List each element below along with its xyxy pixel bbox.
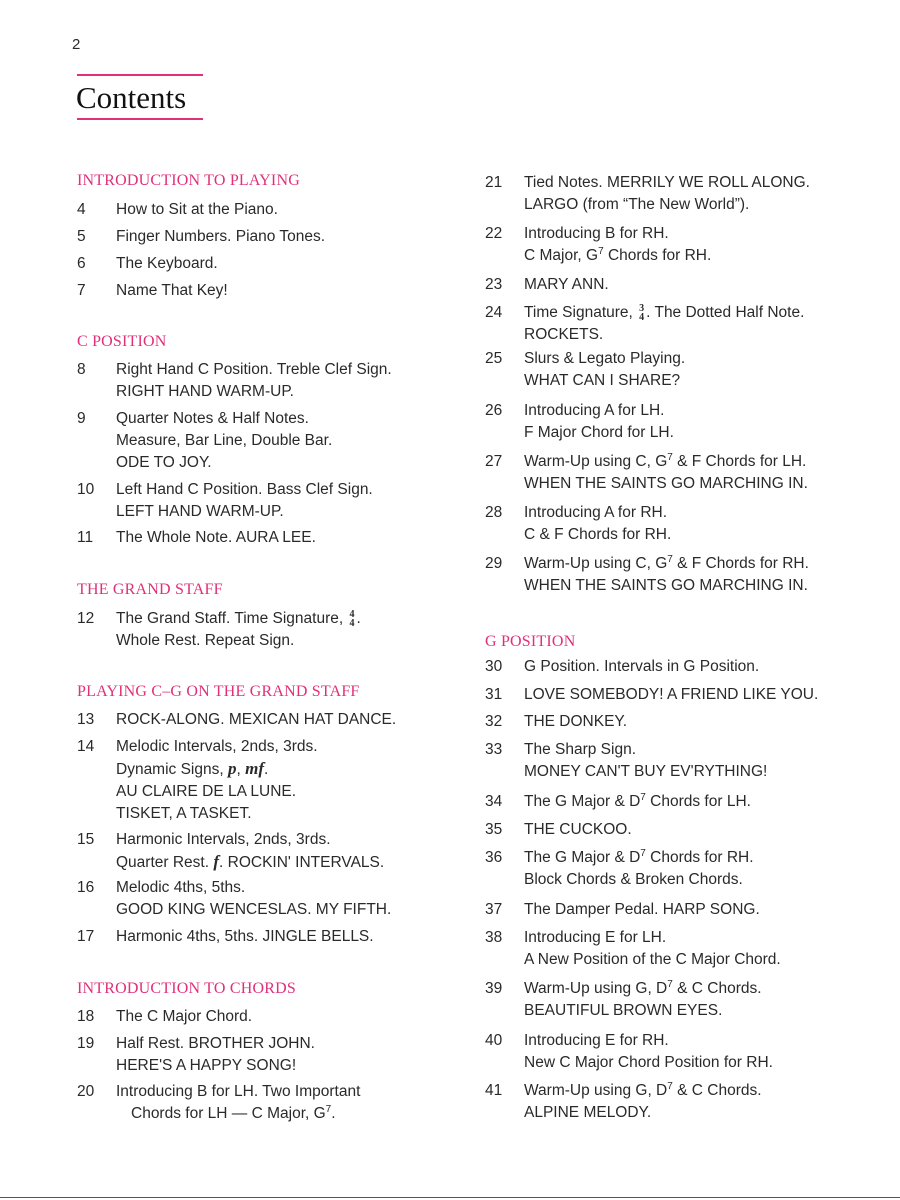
dynamic-mezzo-forte-symbol: mf	[245, 759, 264, 778]
dynamic-piano-symbol: p	[227, 759, 237, 778]
time-signature-top: 3	[639, 302, 645, 314]
page-title: Contents	[76, 80, 187, 115]
entry-line	[524, 302, 804, 324]
entry-line: AU CLAIRE DE LA LUNE.	[116, 783, 297, 800]
page-ref: 28	[485, 504, 503, 521]
entry-line: THE DONKEY.	[524, 713, 628, 730]
time-signature-symbol	[639, 304, 644, 322]
entry-line: Left Hand C Position. Bass Clef Sign.	[116, 481, 373, 498]
entry-line: C & F Chords for RH.	[524, 526, 672, 543]
entry-line	[116, 758, 318, 781]
entry-text: . ROCKIN' INTERVALS.	[219, 854, 385, 871]
entry-line: Block Chords & Broken Chords.	[524, 871, 743, 888]
entry-text: .	[331, 1105, 336, 1122]
entry-line: How to Sit at the Piano.	[116, 201, 278, 218]
page-ref: 36	[485, 849, 503, 866]
entry-line: The Sharp Sign.	[524, 741, 637, 758]
page-ref: 5	[77, 228, 86, 245]
entry-line: WHEN THE SAINTS GO MARCHING IN.	[524, 577, 808, 594]
page-bottom-rule	[0, 1197, 900, 1198]
page-ref: 24	[485, 304, 503, 321]
page-ref: 20	[77, 1083, 95, 1100]
section-heading-grand-staff: THE GRAND STAFF	[77, 581, 223, 598]
time-signature-symbol	[349, 610, 354, 628]
page-ref: 11	[77, 529, 94, 546]
entry-line: BEAUTIFUL BROWN EYES.	[524, 1002, 723, 1019]
entry-line: Right Hand C Position. Treble Clef Sign.	[116, 361, 392, 378]
entry-text: Chords for LH.	[645, 793, 751, 810]
entry-text: & C Chords.	[672, 1082, 762, 1099]
superscript: 7	[640, 791, 646, 803]
superscript: 7	[325, 1103, 332, 1115]
page-ref: 4	[77, 201, 86, 218]
entry-line: New C Major Chord Position for RH.	[524, 1054, 773, 1071]
page-ref: 37	[485, 901, 503, 918]
entry-text: & F Chords for RH.	[672, 555, 809, 572]
superscript: 7	[598, 245, 604, 257]
entry-line	[524, 791, 751, 813]
entry-line	[524, 553, 809, 575]
entry-line	[116, 608, 361, 630]
entry-line: Harmonic Intervals, 2nds, 3rds.	[116, 831, 331, 848]
page-ref: 18	[77, 1008, 95, 1025]
page-ref: 35	[485, 821, 503, 838]
page-ref: 41	[485, 1082, 503, 1099]
entry-line	[524, 1080, 762, 1102]
page-ref: 21	[485, 174, 503, 191]
superscript: 7	[667, 553, 673, 565]
page-ref: 38	[485, 929, 503, 946]
entry-line: Half Rest. BROTHER JOHN.	[116, 1035, 315, 1052]
entry-text: & C Chords.	[672, 980, 762, 997]
entry-line	[116, 1103, 360, 1125]
entry-line: Measure, Bar Line, Double Bar.	[116, 432, 333, 449]
entry-line: MONEY CAN'T BUY EV'RYTHING!	[524, 763, 768, 780]
entry-line	[524, 847, 754, 869]
entry-line: The Damper Pedal. HARP SONG.	[524, 901, 760, 918]
dynamic-forte-symbol: f	[213, 852, 220, 871]
entry-text: .	[356, 610, 361, 627]
entry-line: G Position. Intervals in G Position.	[524, 658, 760, 675]
page-ref: 15	[77, 831, 95, 848]
entry-text: Chords for RH.	[603, 247, 712, 264]
entry-line: The C Major Chord.	[116, 1008, 253, 1025]
entry-line: Harmonic 4ths, 5ths. JINGLE BELLS.	[116, 928, 374, 945]
entry-text: ,	[236, 761, 246, 778]
page-ref: 9	[77, 410, 86, 427]
page-ref: 12	[77, 610, 95, 627]
section-heading-intro-chords: INTRODUCTION TO CHORDS	[77, 980, 296, 997]
page-ref: 23	[485, 276, 503, 293]
entry-line: LARGO (from “The New World”).	[524, 196, 750, 213]
entry-line	[116, 851, 384, 874]
entry-line	[524, 245, 711, 267]
entry-text: The G Major & D	[524, 793, 641, 810]
entry-text: Chords for RH.	[645, 849, 754, 866]
entry-line: Introducing E for LH.	[524, 929, 667, 946]
page-ref: 34	[485, 793, 503, 810]
entry-line: Whole Rest. Repeat Sign.	[116, 632, 295, 649]
entry-text: .	[264, 761, 269, 778]
page-ref: 39	[485, 980, 503, 997]
entry-line: GOOD KING WENCESLAS. MY FIFTH.	[116, 901, 392, 918]
page-ref: 33	[485, 741, 503, 758]
entry-line: RIGHT HAND WARM-UP.	[116, 383, 294, 400]
time-signature-bottom: 4	[349, 617, 355, 629]
page-ref: 32	[485, 713, 503, 730]
title-rule-top	[77, 74, 203, 76]
entry-line	[524, 978, 762, 1000]
entry-line: Introducing A for RH.	[524, 504, 668, 521]
entry-text: Chords for LH — C Major, G	[131, 1105, 326, 1122]
page-ref: 27	[485, 453, 503, 470]
entry-line: TISKET, A TASKET.	[116, 805, 252, 822]
entry-line: Melodic 4ths, 5ths.	[116, 879, 246, 896]
page-ref: 30	[485, 658, 503, 675]
entry-text: & F Chords for LH.	[672, 453, 807, 470]
section-heading-g-position: G POSITION	[485, 633, 576, 650]
section-heading-playing-cg: PLAYING C–G ON THE GRAND STAFF	[77, 683, 360, 700]
entry-line: Melodic Intervals, 2nds, 3rds.	[116, 738, 318, 755]
entry-line: HERE'S A HAPPY SONG!	[116, 1057, 297, 1074]
entry-text: Quarter Rest.	[116, 854, 214, 871]
entry-line: Quarter Notes & Half Notes.	[116, 410, 309, 427]
entry-line: ROCK-ALONG. MEXICAN HAT DANCE.	[116, 711, 397, 728]
page-ref: 26	[485, 402, 503, 419]
entry-text: Warm-Up using C, G	[524, 453, 668, 470]
entry-text: Warm-Up using C, G	[524, 555, 668, 572]
time-signature-top: 4	[349, 608, 355, 620]
entry-line: The Whole Note. AURA LEE.	[116, 529, 316, 546]
section-heading-c-position: C POSITION	[77, 333, 167, 350]
entry-text: Time Signature,	[524, 304, 638, 321]
page-ref: 25	[485, 350, 503, 367]
page-ref: 17	[77, 928, 95, 945]
entry-line: LEFT HAND WARM-UP.	[116, 503, 284, 520]
entry-line: Introducing B for LH. Two Important	[116, 1083, 361, 1100]
entry-line: Introducing E for RH.	[524, 1032, 669, 1049]
entry-line: Introducing A for LH.	[524, 402, 665, 419]
entry-line: Introducing B for RH.	[524, 225, 669, 242]
entry-line: Slurs & Legato Playing.	[524, 350, 686, 367]
entry-text: C Major, G	[524, 247, 599, 264]
entry-line: WHAT CAN I SHARE?	[524, 372, 681, 389]
page-ref: 40	[485, 1032, 503, 1049]
page-ref: 13	[77, 711, 95, 728]
entry-text: Warm-Up using G, D	[524, 980, 668, 997]
page-number: 2	[72, 36, 81, 53]
entry-text: Warm-Up using G, D	[524, 1082, 668, 1099]
entry-line: ODE TO JOY.	[116, 454, 212, 471]
page-ref: 19	[77, 1035, 95, 1052]
entry-line	[524, 451, 808, 473]
page-ref: 14	[77, 738, 95, 755]
section-heading-intro-playing: INTRODUCTION TO PLAYING	[77, 172, 300, 189]
entry-line: MARY ANN.	[524, 276, 609, 293]
page-ref: 16	[77, 879, 95, 896]
entry-text: The G Major & D	[524, 849, 641, 866]
page-ref: 29	[485, 555, 503, 572]
entry-line: The Keyboard.	[116, 255, 218, 272]
page-ref: 7	[77, 282, 86, 299]
entry-line: THE CUCKOO.	[524, 821, 632, 838]
entry-text: The Grand Staff. Time Signature,	[116, 610, 348, 627]
entry-line: A New Position of the C Major Chord.	[524, 951, 781, 968]
page-ref: 10	[77, 481, 95, 498]
superscript: 7	[640, 847, 646, 859]
entry-line: LOVE SOMEBODY! A FRIEND LIKE YOU.	[524, 686, 819, 703]
entry-line: Tied Notes. MERRILY WE ROLL ALONG.	[524, 174, 810, 191]
time-signature-bottom: 4	[639, 311, 645, 323]
title-rule-bottom	[77, 118, 203, 120]
superscript: 7	[667, 978, 673, 990]
page-ref: 31	[485, 686, 503, 703]
superscript: 7	[667, 1080, 673, 1092]
superscript: 7	[667, 451, 673, 463]
entry-line: Finger Numbers. Piano Tones.	[116, 228, 326, 245]
entry-line: ALPINE MELODY.	[524, 1104, 652, 1121]
page-ref: 22	[485, 225, 503, 242]
entry-line: F Major Chord for LH.	[524, 424, 674, 441]
entry-text: Dynamic Signs,	[116, 761, 228, 778]
entry-line: ROCKETS.	[524, 326, 604, 343]
entry-line: Name That Key!	[116, 282, 228, 299]
entry-line: WHEN THE SAINTS GO MARCHING IN.	[524, 475, 808, 492]
page-ref: 6	[77, 255, 86, 272]
page-ref: 8	[77, 361, 86, 378]
entry-text: . The Dotted Half Note.	[646, 304, 805, 321]
